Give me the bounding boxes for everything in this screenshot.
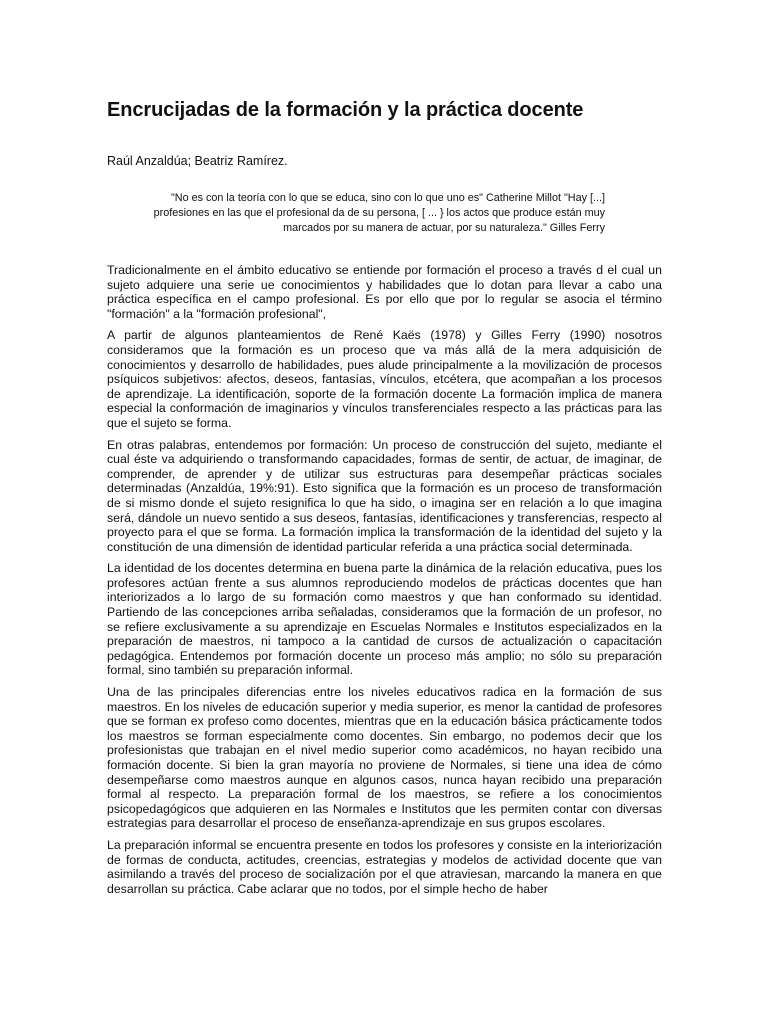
epigraph-quote: "No es con la teoría con lo que se educa, sino con lo que uno es" Catherine Millot "Hay [...] profesiones en las que el profesional da de su persona, [ ... } los actos que produce están muy marcados por su manera de actuar, por su naturaleza." Gilles Ferry [153, 192, 605, 234]
body-paragraph: La preparación informal se encuentra presente en todos los profesores y consiste en la interiorización de formas de conducta, actitudes, creencias, estrategias y modelos de actividad docente que van asimilando a través del proceso de socialización por el que atraviesan, marcando la manera en que desarrollan su práctica. Cabe aclarar que no todos, por el simple hecho de haber [107, 837, 662, 896]
body-paragraph: Una de las principales diferencias entre los niveles educativos radica en la formación de sus maestros. En los niveles de educación superior y media superior, es menor la cantidad de profesores que se forman ex profeso como docentes, mientras que en la educación básica prácticamente todos los maestros se forman especialmente como docentes. Sin embargo, no podemos decir que los profesionistas que trabajan en el nivel medio superior como académicos, no hayan recibido una formación docente. Si bien la gran mayoría no proviene de Normales, si tiene una idea de cómo desempeñarse como maestros aunque en algunos casos, nunca hayan recibido una preparación formal al respecto. La preparación formal de los maestros, se refiere a los conocimientos psicopedagógicos que adquieren en las Normales e Institutos que les permiten contar con diversas estrategias para desarrollar el proceso de enseñanza-aprendizaje en sus grupos escolares. [107, 685, 662, 831]
document-body [107, 263, 662, 903]
document-title: Encrucijadas de la formación y la práctica docente [107, 99, 584, 121]
body-paragraph: A partir de algunos planteamientos de René Kaës (1978) y Gilles Ferry (1990) nosotros consideramos que la formación es un proceso que va más allá de la mera adquisición de conocimientos y desarrollo de habilidades, pues alude principalmente a la movilización de procesos psíquicos subjetivos: afectos, deseos, fantasías, vínculos, etcétera, que acompañan a los procesos de aprendizaje. La identificación, soporte de la formación docente La formación implica de manera especial la conformación de imaginarios y vínculos transferenciales respecto a las prácticas para las que el sujeto se forma. [107, 328, 662, 430]
body-paragraph: Tradicionalmente en el ámbito educativo se entiende por formación el proceso a través d el cual un sujeto adquiere una serie ue conocimientos y habilidades que lo dotan para llevar a cabo una práctica específica en el campo profesional. Es por ello que por lo regular se asocia el término "formación" a la "formación profesional", [107, 263, 662, 321]
body-paragraph: La identidad de los docentes determina en buena parte la dinámica de la relación educativa, pues los profesores actúan frente a sus alumnos reproduciendo modelos de prácticas docentes que han interiorizados a lo largo de su formación como maestros y que han conformado su identidad. Partiendo de las concepciones arriba señaladas, consideramos que la formación de un profesor, no se refiere exclusivamente a su aprendizaje en Escuelas Normales e Institutos especializados en la preparación de maestros, ni tampoco a la cantidad de cursos de actualización o capacitación pedagógica. Entendemos por formación docente un proceso más amplio; no sólo su preparación formal, sino también su preparación informal. [107, 561, 662, 678]
document-authors: Raúl Anzaldúa; Beatriz Ramírez. [107, 154, 288, 168]
body-paragraph: En otras palabras, entendemos por formación: Un proceso de construcción del sujeto, mediante el cual éste va adquiriendo o transformando capacidades, formas de sentir, de actuar, de imaginar, de comprender, de aprender y de utilizar sus estructuras para desempeñar prácticas sociales determinadas (Anzaldúa, 19%:91). Esto significa que la formación es un proceso de transformación de si mismo donde el sujeto resignifica lo que ha sido, o imagina ser en relación a lo que imagina será, dándole un nuevo sentido a sus deseos, fantasías, identificaciones y transferencias, respecto al proyecto para el que se forma. La formación implica la transformación de la identidad del sujeto y la constitución de una dimensión de identidad particular referida a una práctica social determinada. [107, 437, 662, 554]
document-page [107, 0, 662, 1024]
